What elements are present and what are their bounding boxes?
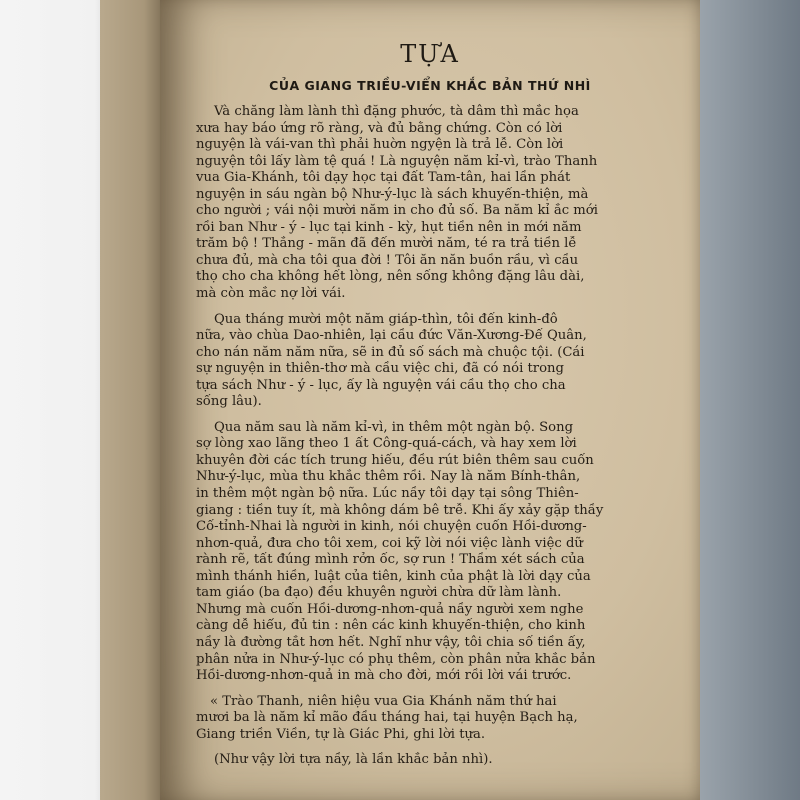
text-line: Hồi-dương-nhơn-quả in mà cho đời, mới rồi lời vái trước. xyxy=(196,668,572,684)
text-line: sự nguyện in thiên-thơ mà cầu việc chi, đã có nói trong xyxy=(196,361,564,377)
text-line: chưa đủ, mà cha tôi qua đời ! Tôi ăn năn buồn rầu, vì cầu xyxy=(196,252,579,268)
text-line: khuyên đời các tích trung hiếu, đều rút biên thêm sau cuốn xyxy=(196,452,594,468)
text-line: xưa hay báo ứng rõ ràng, và đủ bằng chứng. Còn có lời xyxy=(196,120,563,136)
text-line: rồi ban Như - ý - lục tại kinh - kỳ, hụt tiền nên in mới năm xyxy=(196,219,582,235)
text-line: giang : tiền tuy ít, mà không dám bê trễ. Khi ấy xảy gặp thầy xyxy=(196,502,604,518)
text-line: Nhưng mà cuốn Hồi-dương-nhơn-quả nầy người xem nghe xyxy=(196,601,584,617)
text-line: phân nửa in Như-ý-lục có phụ thêm, còn phân nửa khắc bản xyxy=(196,651,596,667)
paragraph-2 xyxy=(196,312,676,411)
paragraph-quote xyxy=(196,694,676,744)
text-line: Giang triền Viền, tự là Giác Phi, ghi lời tựa. xyxy=(196,726,486,742)
text-line: mà còn mắc nợ lời vái. xyxy=(196,286,346,302)
text-line: Và chăng làm lành thì đặng phước, tà dâm thì mắc họa xyxy=(214,104,579,119)
text-line: cho người ; vái nội mười năm in cho đủ số. Ba năm kỉ ắc mới xyxy=(196,203,598,219)
text-line: vua Gia-Khánh, tôi dạy học tại đất Tam-tân, hai lần phát xyxy=(196,170,571,186)
text-line: rành rẽ, tất đúng mình rởn ốc, sợ run ! Thầm xét sách của xyxy=(196,552,585,568)
page-title: TỰA xyxy=(400,40,460,68)
text-line: sợ lòng xao lãng theo 1 ất Công-quá-cách, và hay xem lời xyxy=(196,436,577,452)
text-line: sống lâu). xyxy=(196,394,262,410)
text-line: Cố-tỉnh-Nhai là người in kinh, nói chuyện cuốn Hồi-dương- xyxy=(196,519,587,535)
text-line: trăm bộ ! Thắng - mãn đã đến mười năm, té ra trả tiền lễ xyxy=(196,236,577,252)
text-line: tựa sách Như - ý - lục, ấy là nguyện vái cầu thọ cho cha xyxy=(196,377,566,393)
text-line: nguyện tôi lấy làm tệ quá ! Là nguyện năm kỉ-vì, trào Thanh xyxy=(196,153,598,169)
page-subtitle: CỦA GIANG TRIỀU-VIỂN KHẮC BẢN THỨ NHÌ xyxy=(269,78,591,93)
text-line: tam giáo (ba đạo) đều khuyên người chừa dữ làm lành. xyxy=(196,585,562,601)
paragraph-closing xyxy=(196,752,676,769)
text-line: nầy là đường tắt hơn hết. Nghĩ như vậy, tôi chia số tiền ấy, xyxy=(196,634,586,650)
paragraph-1 xyxy=(196,104,676,303)
text-line: mình thánh hiền, luật của tiên, kinh của phật là lời dạy của xyxy=(196,568,591,584)
text-line: nguyện in sáu ngàn bộ Như-ý-lục là sách khuyến-thiện, mà xyxy=(196,186,589,202)
book-page xyxy=(160,0,700,800)
text-line: (Như vậy lời tựa nầy, là lần khắc bản nhì). xyxy=(214,752,493,768)
paragraph-3 xyxy=(196,420,676,685)
text-line: mươi ba là năm kỉ mão đầu tháng hai, tại huyện Bạch hạ, xyxy=(196,710,578,726)
text-line: nguyện là vái-van thì phải huờn ngyện là trả lễ. Còn lời xyxy=(196,137,564,153)
body-text xyxy=(196,104,676,778)
text-line: thọ cho cha không hết lòng, nên sống không đặng lâu dài, xyxy=(196,269,585,285)
text-line: in thêm một ngàn bộ nữa. Lúc nầy tôi dạy tại sông Thiên- xyxy=(196,486,579,502)
text-line: cho nán năm năm nữa, sẽ in đủ số sách mà chuộc tội. (Cái xyxy=(196,344,585,360)
text-line: Qua năm sau là năm kỉ-vì, in thêm một ngàn bộ. Song xyxy=(214,419,574,435)
text-line: càng dễ hiểu, đủ tin : nên các kinh khuyến-thiện, cho kinh xyxy=(196,618,586,634)
text-line: Như-ý-lục, mùa thu khắc thêm rồi. Nay là năm Bính-thân, xyxy=(196,469,581,485)
text-line: Qua tháng mười một năm giáp-thìn, tôi đến kinh-đô xyxy=(214,311,558,327)
text-line: nữa, vào chùa Dao-nhiên, lại cầu đức Văn-Xương-Đế Quân, xyxy=(196,328,587,344)
text-line: « Trào Thanh, niên hiệu vua Gia Khánh năm thứ hai xyxy=(210,693,557,709)
text-line: nhơn-quả, đưa cho tôi xem, coi kỹ lời nói việc lành việc dữ xyxy=(196,535,583,551)
